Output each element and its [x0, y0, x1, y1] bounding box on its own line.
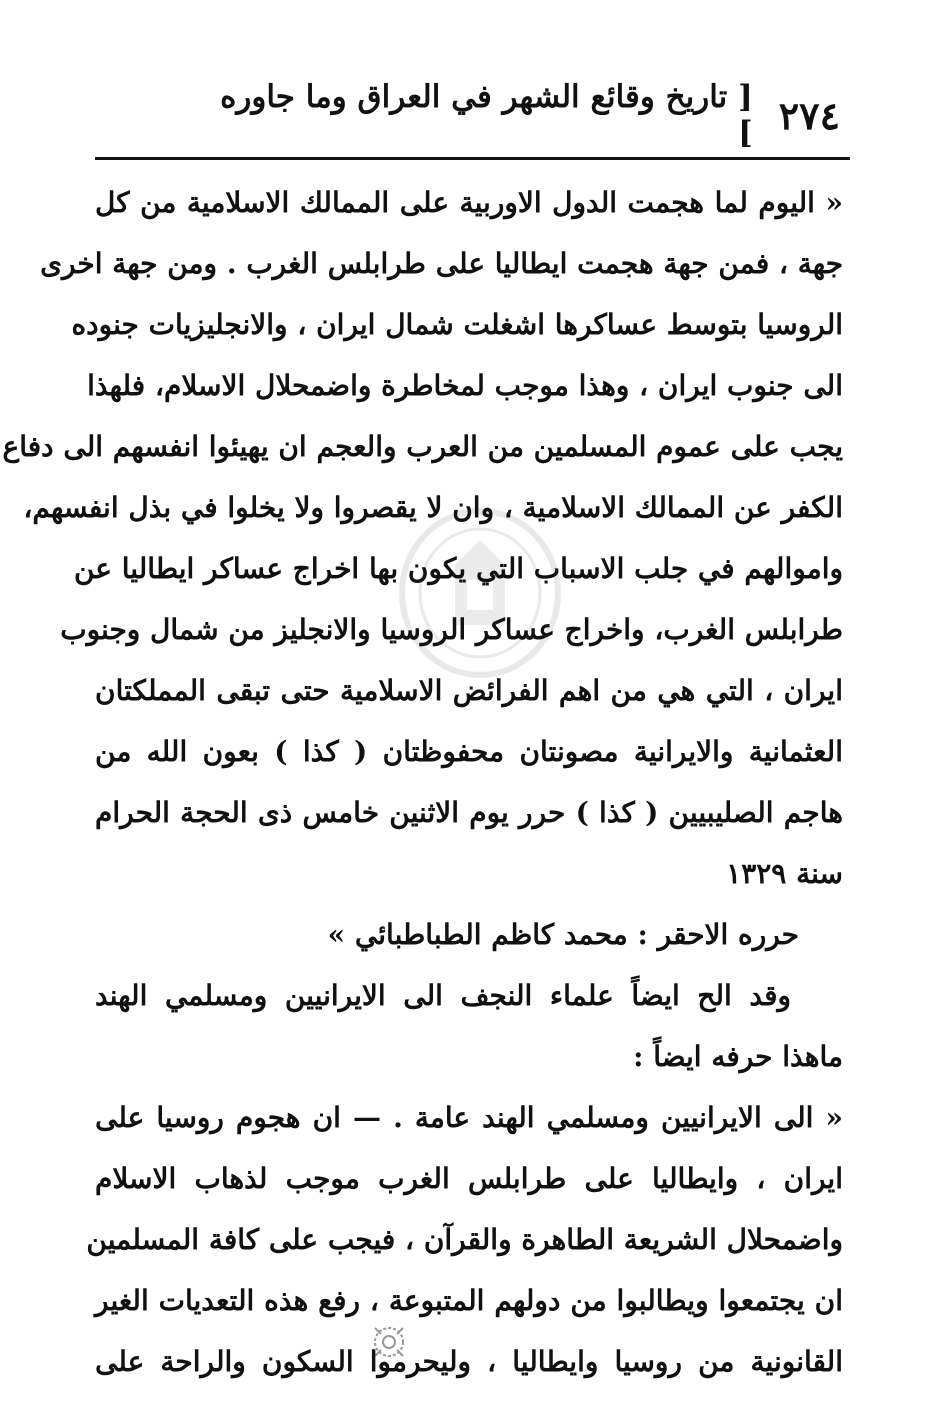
- running-title: [ تاريخ وقائع الشهر في العراق وما جاوره ]: [220, 79, 753, 151]
- signature-line: حرره الاحقر : محمد كاظم الطباطبائي »: [327, 918, 799, 951]
- text-line: ايران ، وايطاليا على طرابلس الغرب موجب لذهاب الاسلام: [95, 1162, 843, 1195]
- text-line: يجب على عموم المسلمين من العرب والعجم ان يهيئوا انفسهم الى دفاع: [2, 430, 843, 463]
- text-line: « الى الايرانيين ومسلمي الهند عامة . — ان هجوم روسيا على: [95, 1101, 843, 1134]
- text-line: الى جنوب ايران ، وهذا موجب لمخاطرة واضمحلال الاسلام، فلهذا: [87, 369, 843, 402]
- header-rule: [95, 157, 850, 160]
- ornament-icon: [365, 1318, 413, 1366]
- text-line: القانونية من روسيا وايطاليا ، وليحرموا السكون والراحة على: [95, 1345, 843, 1378]
- text-line: ماهذا حرفه ايضاً :: [633, 1040, 843, 1073]
- text-line: واموالهم في جلب الاسباب التي يكون بها اخراج عساكر ايطاليا عن: [73, 552, 843, 585]
- text-line: ايران ، التي هي من اهم الفرائض الاسلامية حتى تبقى المملكتان: [95, 674, 843, 707]
- text-line: طرابلس الغرب، واخراج عساكر الروسيا والانجليز من شمال وجنوب: [60, 613, 843, 646]
- date-line: سنة ١٣٢٩: [726, 857, 843, 890]
- text-line: ان يجتمعوا ويطالبوا من دولهم المتبوعة ، رفع هذه التعديات الغير: [95, 1284, 843, 1317]
- text-line: جهة ، فمن جهة هجمت ايطاليا على طرابلس الغرب . ومن جهة اخرى: [40, 247, 843, 280]
- paragraph-start-line: وقد الح ايضاً علماء النجف الى الايرانيين ومسلمي الهند: [95, 979, 791, 1012]
- text-line: العثمانية والايرانية مصونتان محفوظتان ( كذا ) بعون الله من: [95, 735, 843, 768]
- text-line: الروسيا بتوسط عساكرها اشغلت شمال ايران ، والانجليزيات جنوده: [71, 308, 843, 341]
- text-line: هاجم الصليبيين ( كذا ) حرر يوم الاثنين خامس ذى الحجة الحرام: [95, 796, 843, 829]
- body-text: [2, 172, 843, 1392]
- page-header: [200, 79, 840, 151]
- text-line: الكفر عن الممالك الاسلامية ، وان لا يقصروا ولا يخلوا في بذل انفسهم،: [23, 491, 843, 524]
- text-line: « اليوم لما هجمت الدول الاوربية على الممالك الاسلامية من كل: [95, 186, 843, 219]
- text-line: واضمحلال الشريعة الطاهرة والقرآن ، فيجب على كافة المسلمين: [86, 1223, 843, 1256]
- page-number: ٢٧٤: [778, 92, 840, 138]
